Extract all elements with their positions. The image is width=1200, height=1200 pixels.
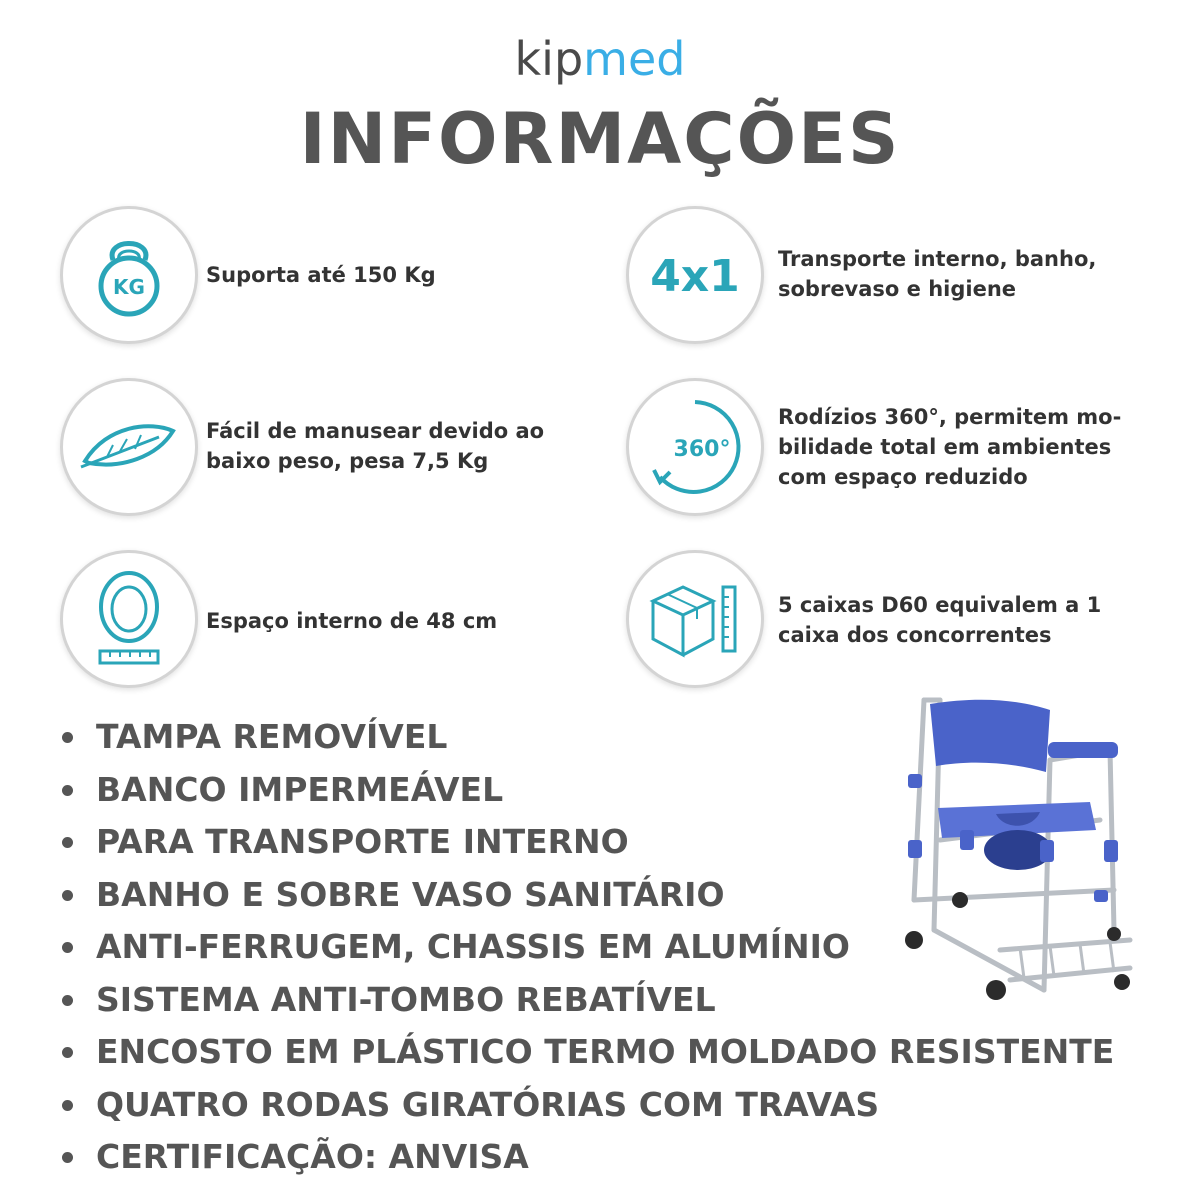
feature-line: 5 caixas D60 equivalem a 1 <box>778 593 1102 617</box>
feature-box-packaging <box>626 550 1186 690</box>
feature-line: caixa dos concorrentes <box>778 623 1052 647</box>
page-title: INFORMAÇÕES <box>299 98 901 180</box>
feature-internal-space <box>60 550 620 690</box>
bullet-dot <box>62 1047 73 1058</box>
list-item <box>62 1029 1114 1082</box>
feature-line: Espaço interno de 48 cm <box>206 609 498 633</box>
kettlebell-kg-icon <box>60 206 198 344</box>
list-item <box>62 1082 1114 1135</box>
feature-box-packaging-text <box>778 590 1101 650</box>
bullet-dot <box>62 785 73 796</box>
bullet-text: TAMPA REMOVÍVEL <box>96 717 448 756</box>
product-image-commode-chair <box>900 690 1140 1010</box>
feature-light-weight <box>60 378 620 518</box>
toilet-seat-ruler-icon <box>60 550 198 688</box>
bullet-text: ENCOSTO EM PLÁSTICO TERMO MOLDADO RESISTENTE <box>96 1032 1115 1071</box>
rotation-360-label: 360° <box>673 437 731 462</box>
4x1-icon <box>626 206 764 344</box>
feature-4x1 <box>626 206 1186 346</box>
bullet-text: SISTEMA ANTI-TOMBO REBATÍVEL <box>96 979 716 1019</box>
feature-line: Rodízios 360°, permitem mo- <box>778 405 1122 429</box>
brand-logo <box>0 32 1200 86</box>
list-item <box>62 1134 1114 1187</box>
feature-360-wheels <box>626 378 1186 518</box>
bullet-dot <box>62 837 73 848</box>
feature-internal-space-text <box>206 606 497 636</box>
rotation-360-icon <box>626 378 764 516</box>
feature-line: Fácil de manusear devido ao <box>206 419 545 443</box>
feature-light-weight-text <box>206 416 544 476</box>
feature-weight <box>60 206 620 346</box>
bullet-dot <box>62 1100 73 1111</box>
kettlebell-label: KG <box>113 275 145 299</box>
bullet-dot <box>62 1152 73 1163</box>
bullet-dot <box>62 942 73 953</box>
feature-line: com espaço reduzido <box>778 465 1028 489</box>
bullet-text: PARA TRANSPORTE INTERNO <box>96 822 629 861</box>
bullet-dot <box>62 890 73 901</box>
bullet-text: ANTI-FERRUGEM, CHASSIS EM ALUMÍNIO <box>96 927 850 966</box>
box-ruler-icon <box>626 550 764 688</box>
feature-line: baixo peso, pesa 7,5 Kg <box>206 449 489 473</box>
bullet-text: BANHO E SOBRE VASO SANITÁRIO <box>96 874 725 914</box>
4x1-label: 4x1 <box>650 251 740 302</box>
feature-360-wheels-text <box>778 402 1121 492</box>
feather-icon <box>60 378 198 516</box>
feature-line: Transporte interno, banho, <box>778 247 1097 271</box>
bullet-dot <box>62 995 73 1006</box>
feature-weight-text <box>206 260 436 290</box>
feature-line: Suporta até 150 Kg <box>206 263 436 287</box>
brand-logo-part1: kip <box>514 32 584 86</box>
brand-logo-part2: med <box>583 32 686 86</box>
feature-line: sobrevaso e higiene <box>778 277 1017 301</box>
bullet-text: QUATRO RODAS GIRATÓRIAS COM TRAVAS <box>96 1084 880 1124</box>
bullet-text: BANCO IMPERMEÁVEL <box>96 769 504 809</box>
feature-line: bilidade total em ambientes <box>778 435 1112 459</box>
bullet-dot <box>62 732 73 743</box>
bullet-text: CERTIFICAÇÃO: ANVISA <box>96 1137 529 1176</box>
feature-4x1-text <box>778 244 1096 304</box>
